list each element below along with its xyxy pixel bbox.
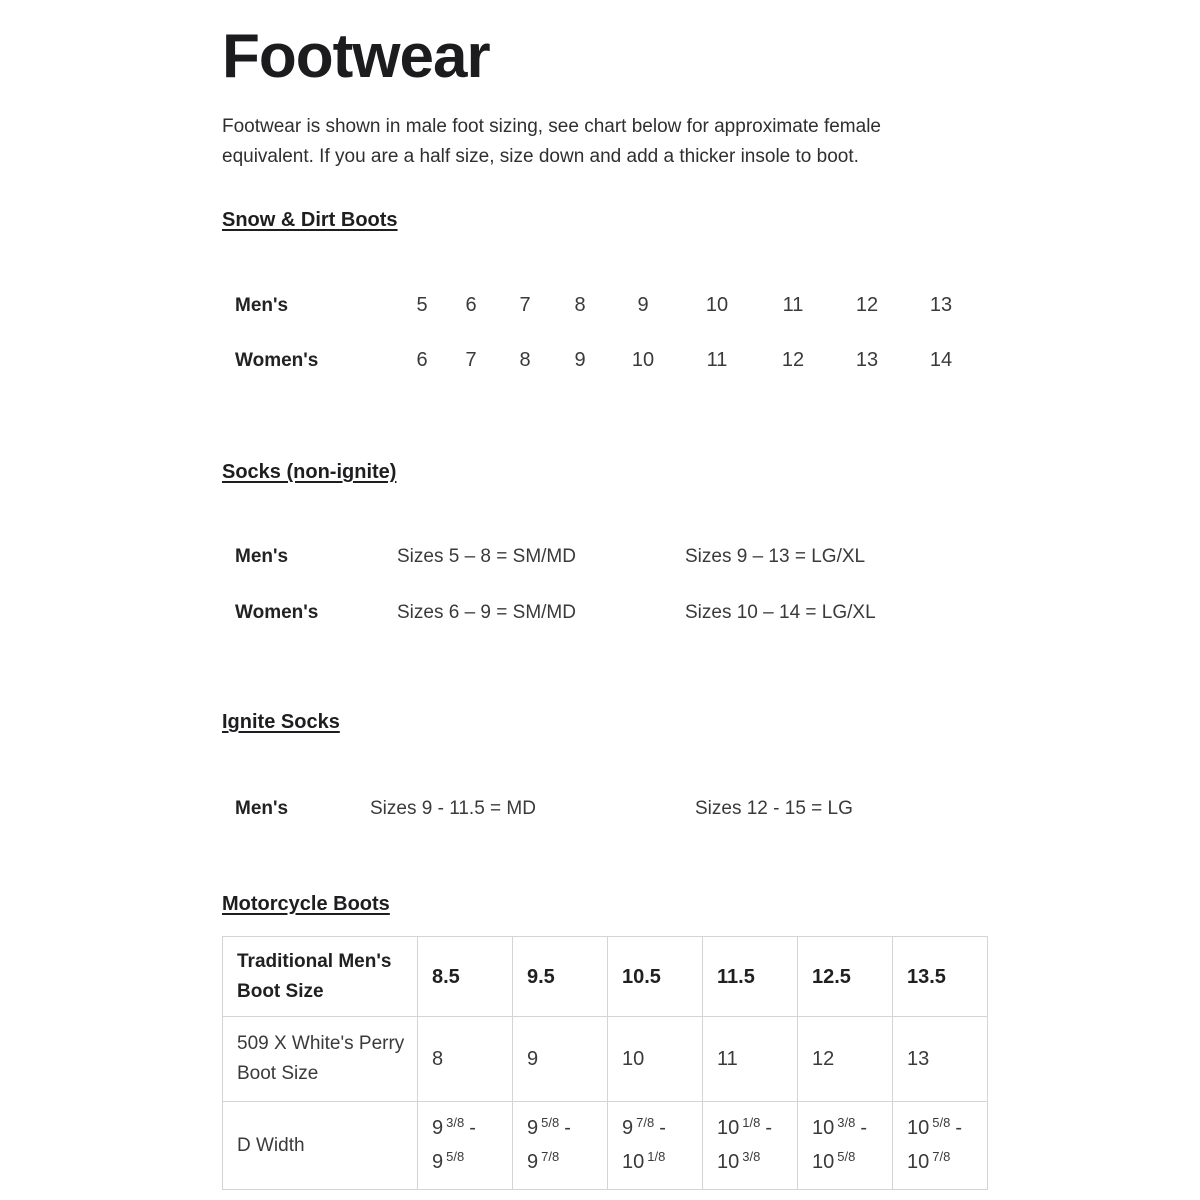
size-value: 7	[519, 294, 531, 316]
range-dash: -	[955, 1116, 962, 1139]
width-range-to	[622, 1146, 696, 1180]
table-row-label: D Width	[223, 1102, 418, 1190]
fraction-part: 1/8	[647, 1148, 666, 1164]
table-row	[223, 1102, 988, 1190]
boot-size-value: 10.5	[608, 937, 703, 1017]
boot-size-value: 12.5	[798, 937, 893, 1017]
fraction-part: 7/8	[541, 1148, 560, 1164]
integer-part: 9	[527, 1116, 539, 1139]
size-value: 10	[705, 294, 729, 316]
size-value: 14	[929, 349, 953, 371]
snow-dirt-boots-size-grid	[222, 294, 1000, 372]
boot-size-value: 11.5	[703, 937, 798, 1017]
size-range: Sizes 9 – 13 = LG/XL	[685, 546, 866, 567]
size-row	[222, 798, 1000, 820]
section-motorcycle-boots	[222, 892, 1000, 1190]
width-range-to	[907, 1146, 981, 1180]
width-range-from	[622, 1112, 696, 1146]
size-range: Sizes 10 – 14 = LG/XL	[685, 602, 876, 623]
range-dash: -	[659, 1116, 666, 1139]
boot-size-value: 11	[703, 1017, 798, 1102]
width-range-from	[527, 1112, 601, 1146]
integer-part: 9	[432, 1150, 444, 1173]
size-row	[222, 349, 1000, 372]
size-range: Sizes 6 – 9 = SM/MD	[397, 602, 576, 623]
socks-non-ignite-heading: Socks (non-ignite)	[222, 461, 397, 483]
row-label: Men's	[235, 798, 289, 819]
size-value: 9	[637, 294, 649, 316]
boot-size-value: 9.5	[513, 937, 608, 1017]
size-value: 12	[781, 349, 805, 371]
range-dash: -	[469, 1116, 476, 1139]
size-row	[222, 546, 1000, 568]
fraction-part: 5/8	[837, 1148, 856, 1164]
width-range-to	[527, 1146, 601, 1180]
fraction-part: 5/8	[932, 1114, 951, 1130]
boot-size-value: 13	[893, 1017, 988, 1102]
fraction-part: 5/8	[541, 1114, 560, 1130]
table-row-label: Traditional Men's Boot Size	[223, 937, 418, 1017]
section-socks-non-ignite	[222, 460, 1000, 624]
integer-part: 9	[432, 1116, 444, 1139]
ignite-socks-size-list	[222, 798, 1000, 820]
table-row	[223, 1017, 988, 1102]
row-label: Men's	[235, 295, 289, 316]
width-range-to	[432, 1146, 506, 1180]
intro-line-2: equivalent. If you are a half size, size down and add a thicker insole to boot.	[222, 146, 859, 167]
width-range-value	[893, 1102, 988, 1190]
page-title: Footwear	[222, 22, 490, 91]
fraction-part: 7/8	[932, 1148, 951, 1164]
size-value: 12	[855, 294, 879, 316]
integer-part: 10	[907, 1116, 930, 1139]
width-range-value	[703, 1102, 798, 1190]
row-label: Women's	[235, 350, 319, 371]
size-value: 6	[416, 349, 428, 371]
width-range-to	[812, 1146, 886, 1180]
row-label: Women's	[235, 602, 319, 623]
fraction-part: 3/8	[837, 1114, 856, 1130]
integer-part: 10	[907, 1150, 930, 1173]
fraction-part: 7/8	[636, 1114, 655, 1130]
width-range-from	[432, 1112, 506, 1146]
intro-line-1: Footwear is shown in male foot sizing, see chart below for approximate female	[222, 116, 881, 137]
range-dash: -	[765, 1116, 772, 1139]
width-range-to	[717, 1146, 791, 1180]
fraction-part: 5/8	[446, 1148, 465, 1164]
boot-size-value: 9	[513, 1017, 608, 1102]
motorcycle-boots-size-table	[222, 936, 988, 1190]
boot-size-value: 8.5	[418, 937, 513, 1017]
width-range-value	[798, 1102, 893, 1190]
width-range-value	[418, 1102, 513, 1190]
range-dash: -	[564, 1116, 571, 1139]
boot-size-value: 10	[608, 1017, 703, 1102]
size-value: 7	[465, 349, 477, 371]
socks-non-ignite-size-list	[222, 546, 1000, 624]
width-range-from	[812, 1112, 886, 1146]
integer-part: 10	[812, 1116, 835, 1139]
size-range: Sizes 5 – 8 = SM/MD	[397, 546, 576, 567]
size-value: 13	[929, 294, 953, 316]
integer-part: 10	[812, 1150, 835, 1173]
size-range: Sizes 12 - 15 = LG	[695, 798, 853, 819]
size-range: Sizes 9 - 11.5 = MD	[370, 798, 536, 819]
section-ignite-socks	[222, 710, 1000, 820]
integer-part: 10	[622, 1150, 645, 1173]
size-value: 10	[631, 349, 655, 371]
width-range-value	[513, 1102, 608, 1190]
width-range-value	[608, 1102, 703, 1190]
row-label: Men's	[235, 546, 289, 567]
fraction-part: 3/8	[446, 1114, 465, 1130]
ignite-socks-heading: Ignite Socks	[222, 711, 340, 733]
integer-part: 10	[717, 1150, 740, 1173]
width-range-from	[717, 1112, 791, 1146]
size-value: 13	[855, 349, 879, 371]
boot-size-value: 8	[418, 1017, 513, 1102]
size-value: 11	[782, 294, 804, 316]
size-value: 6	[465, 294, 477, 316]
size-value: 8	[519, 349, 531, 371]
integer-part: 9	[622, 1116, 634, 1139]
section-snow-dirt-boots	[222, 208, 1000, 372]
table-header-row	[223, 937, 988, 1017]
boot-size-value: 12	[798, 1017, 893, 1102]
snow-dirt-boots-heading: Snow & Dirt Boots	[222, 209, 398, 231]
table-row-label: 509 X White's Perry Boot Size	[223, 1017, 418, 1102]
size-row	[222, 602, 1000, 624]
size-value: 11	[706, 349, 728, 371]
size-value: 9	[574, 349, 586, 371]
intro-paragraph	[222, 112, 982, 172]
size-value: 5	[416, 294, 428, 316]
motorcycle-boots-heading: Motorcycle Boots	[222, 893, 390, 915]
range-dash: -	[860, 1116, 867, 1139]
size-row	[222, 294, 1000, 317]
integer-part: 9	[527, 1150, 539, 1173]
boot-size-value: 13.5	[893, 937, 988, 1017]
integer-part: 10	[717, 1116, 740, 1139]
fraction-part: 3/8	[742, 1148, 761, 1164]
fraction-part: 1/8	[742, 1114, 761, 1130]
width-range-from	[907, 1112, 981, 1146]
size-value: 8	[574, 294, 586, 316]
